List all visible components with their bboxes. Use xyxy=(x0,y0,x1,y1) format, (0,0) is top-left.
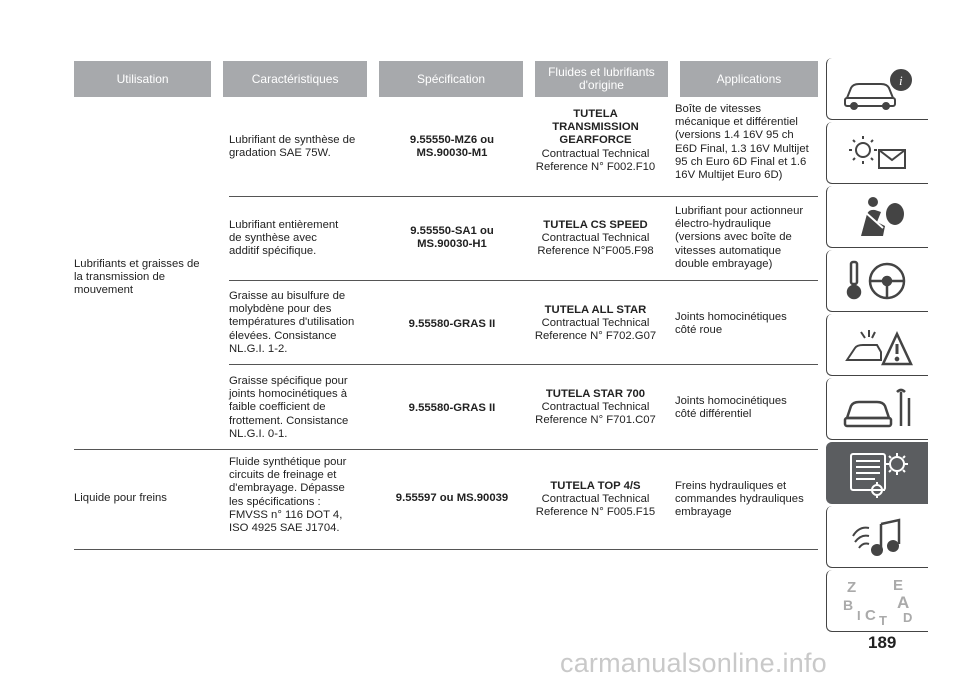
row5-fluid-name: TUTELA TOP 4/S xyxy=(550,480,641,492)
row4-fluid-name: TUTELA STAR 700 xyxy=(545,388,646,400)
usage-transmission: Lubrifiants et graisses de la transmission de mouvement xyxy=(74,258,200,297)
row3-fluid xyxy=(530,304,661,344)
index-letter: T xyxy=(878,612,887,626)
row2-specification: 9.55550-SA1 ou MS.90030-H1 xyxy=(410,225,494,251)
technical-data-icon[interactable] xyxy=(826,442,928,504)
index-letter: I xyxy=(856,607,861,623)
row5-applications: Freins hydrauliques et commandes hydrauliques embrayage xyxy=(675,480,804,519)
index-letter: Z xyxy=(846,578,856,596)
index-letter: C xyxy=(864,606,876,624)
svg-text:i: i xyxy=(898,72,903,88)
row2-applications: Lubrifiant pour actionneur électro-hydraulique (versions avec boîte de vitesses automatique double embrayage) xyxy=(675,205,804,270)
chapter-tabs xyxy=(826,58,928,634)
index-letters-icon[interactable] xyxy=(826,570,928,632)
row2-fluid-name: TUTELA CS SPEED xyxy=(543,219,648,231)
row5-fluid-ref: Contractual Technical Reference N° F005.F15 xyxy=(535,493,656,519)
row-divider xyxy=(229,280,818,281)
row-divider xyxy=(229,364,818,365)
emergency-icon[interactable] xyxy=(826,314,928,376)
row4-fluid xyxy=(530,388,661,428)
row4-applications: Joints homocinétiques côté différentiel xyxy=(675,395,787,421)
key-steering-wheel-icon[interactable] xyxy=(826,250,928,312)
table-header xyxy=(74,61,818,97)
warning-lights-message-icon[interactable] xyxy=(826,122,928,184)
index-letter: D xyxy=(902,609,912,625)
row3-characteristics: Graisse au bisulfure de molybdène pour des températures d'utilisation élevées. Consistance NL.G.I. 1-2. xyxy=(229,290,355,355)
table-bottom-rule xyxy=(74,549,818,550)
row-divider xyxy=(229,196,818,197)
row4-characteristics: Graisse spécifique pour joints homocinétiques à faible coefficient de frottement. Consistance NL.G.I. 0-1. xyxy=(229,375,349,440)
car-info-icon[interactable] xyxy=(826,58,928,120)
row3-fluid-name: TUTELA ALL STAR xyxy=(544,304,647,316)
row3-fluid-ref: Contractual Technical Reference N° F702.G07 xyxy=(534,317,657,343)
row1-specification: 9.55550-MZ6 ou MS.90030-M1 xyxy=(409,134,495,160)
usage-brake-fluid: Liquide pour freins xyxy=(74,492,167,504)
airbag-seatbelt-icon[interactable] xyxy=(826,186,928,248)
index-letter: E xyxy=(892,576,903,594)
row1-fluid-name: TUTELA TRANSMISSION GEARFORCE xyxy=(552,108,639,147)
row2-characteristics: Lubrifiant entièrement de synthèse avec additif spécifique. xyxy=(229,219,339,258)
header-fluids: Fluides et lubrifiants d'origine xyxy=(535,61,668,97)
group-divider xyxy=(74,449,818,450)
page-number: 189 xyxy=(868,633,897,652)
car-maintenance-icon[interactable] xyxy=(826,378,928,440)
index-letter: B xyxy=(842,596,853,613)
row2-fluid-ref: Contractual Technical Reference N°F005.F98 xyxy=(537,232,654,258)
row1-fluid xyxy=(530,108,661,174)
row5-specification: 9.55597 ou MS.90039 xyxy=(395,492,509,504)
row3-specification: 9.55580-GRAS II xyxy=(408,318,496,330)
header-usage: Utilisation xyxy=(74,61,211,97)
header-applications: Applications xyxy=(680,61,818,97)
row2-fluid xyxy=(530,219,661,259)
row4-fluid-ref: Contractual Technical Reference N° F701.C07 xyxy=(535,401,656,427)
header-characteristics: Caractéristiques xyxy=(223,61,367,97)
header-specification: Spécification xyxy=(379,61,523,97)
row3-applications: Joints homocinétiques côté roue xyxy=(675,311,787,337)
row4-specification: 9.55580-GRAS II xyxy=(408,402,496,414)
index-letter: A xyxy=(896,592,909,612)
watermark: carmanualsonline.info xyxy=(560,648,827,678)
row1-fluid-ref: Contractual Technical Reference N° F002.F10 xyxy=(535,147,656,173)
multimedia-icon[interactable] xyxy=(826,506,928,568)
row1-characteristics: Lubrifiant de synthèse de gradation SAE 75W. xyxy=(229,134,356,160)
row5-characteristics: Fluide synthétique pour circuits de freinage et d'embrayage. Dépasse les spécifications : FMVSS n° 116 DOT 4, ISO 4925 SAE J1704. xyxy=(229,456,347,535)
row1-applications: Boîte de vitesses mécanique et différentiel (versions 1.4 16V 95 ch E6D Final, 1.3 16V Multijet 95 ch Euro 6D Final et 1.6 16V Multijet Euro 6D) xyxy=(675,103,809,182)
row5-fluid xyxy=(530,480,661,520)
